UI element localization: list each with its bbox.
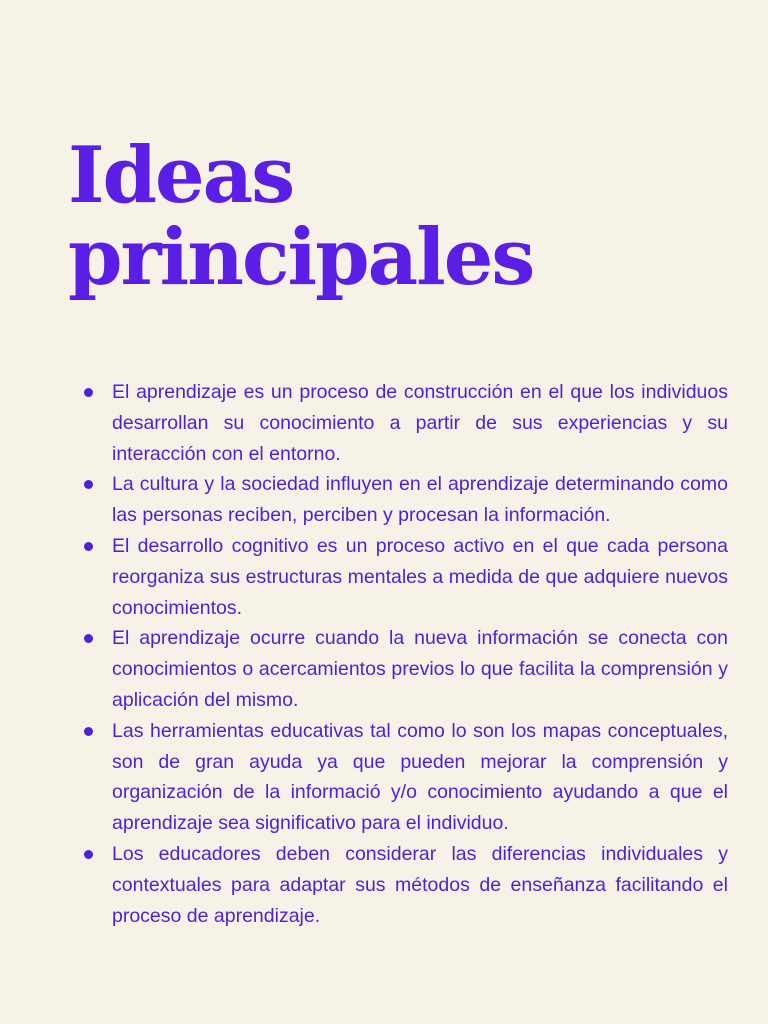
page-title-line-2: principales (68, 212, 534, 303)
list-item (82, 716, 728, 839)
bullet-dot-icon (84, 388, 93, 397)
list-item-text: Los educadores deben considerar las diferencias individuales y contextuales para adaptar sus métodos de enseñanza facilitando el proceso de aprendizaje. (112, 842, 728, 927)
page-title-line-1: Ideas (68, 130, 294, 221)
list-item-text: Las herramientas educativas tal como lo son los mapas conceptuales, son de gran ayuda ya que pueden mejorar la comprensión y organización de la informació y/o conocimiento ayudando a que el aprendizaje sea significativo para el individuo. (112, 719, 728, 835)
ideas-list (82, 377, 728, 931)
list-item-text: La cultura y la sociedad influyen en el aprendizaje determinando como las personas reciben, perciben y procesan la información. (112, 473, 728, 527)
list-item (82, 623, 728, 715)
list-item (82, 531, 728, 623)
list-item (82, 839, 728, 931)
list-item (82, 377, 728, 469)
list-item (82, 469, 728, 531)
bullet-dot-icon (84, 480, 93, 489)
list-item-text: El desarrollo cognitivo es un proceso activo en el que cada persona reorganiza sus estructuras mentales a medida de que adquiere nuevos conocimientos. (112, 534, 728, 619)
list-item-text: El aprendizaje es un proceso de construcción en el que los individuos desarrollan su conocimiento a partir de sus experiencias y su interacción con el entorno. (112, 381, 728, 465)
bullet-dot-icon (84, 850, 93, 859)
bullet-dot-icon (84, 542, 93, 551)
page-title (68, 130, 534, 303)
list-item-text: El aprendizaje ocurre cuando la nueva información se conecta con conocimientos o acercamientos previos lo que facilita la comprensión y aplicación del mismo. (112, 627, 728, 711)
bullet-dot-icon (84, 634, 93, 643)
bullet-dot-icon (84, 727, 93, 736)
